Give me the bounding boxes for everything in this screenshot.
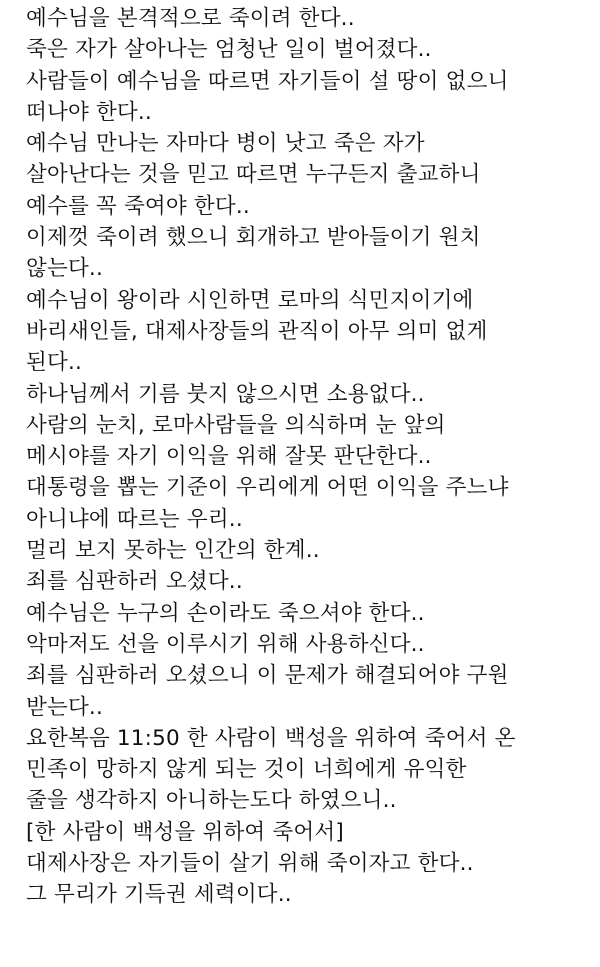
text-line: 예수를 꼭 죽여야 한다.. bbox=[26, 193, 250, 219]
note-text-body bbox=[26, 3, 596, 911]
text-line: 악마저도 선을 이루시기 위해 사용하신다.. bbox=[26, 631, 425, 657]
text-line: 살아난다는 것을 믿고 따르면 누구든지 출교하니 bbox=[26, 162, 481, 188]
text-line: 죄를 심판하러 오셨다.. bbox=[26, 569, 243, 595]
text-line: 요한복음 11:50 한 사람이 백성을 위하여 죽어서 온 bbox=[26, 725, 516, 751]
text-line: 예수님은 누구의 손이라도 죽으셔야 한다.. bbox=[26, 600, 425, 626]
text-line: 된다.. bbox=[26, 350, 83, 376]
text-line: 예수님을 본격적으로 죽이려 한다.. bbox=[26, 6, 355, 31]
text-line: 예수님 만나는 자마다 병이 낫고 죽은 자가 bbox=[26, 131, 425, 157]
text-line: 떠나야 한다.. bbox=[26, 99, 152, 125]
text-line: 대제사장은 자기들이 살기 위해 죽이자고 한다.. bbox=[26, 851, 474, 877]
text-line: 메시야를 자기 이익을 위해 잘못 판단한다.. bbox=[26, 444, 432, 470]
text-line: 예수님이 왕이라 시인하면 로마의 식민지이기에 bbox=[26, 287, 474, 313]
text-line: 그 무리가 기득권 세력이다.. bbox=[26, 882, 292, 908]
text-line: 하나님께서 기름 붓지 않으시면 소용없다.. bbox=[26, 381, 425, 407]
text-line: 받는다.. bbox=[26, 694, 103, 720]
text-line: 사람의 눈치, 로마사람들을 의식하며 눈 앞의 bbox=[26, 412, 446, 438]
text-line: 이제껏 죽이려 했으니 회개하고 받아들이기 원치 bbox=[26, 225, 481, 251]
text-line: 줄을 생각하지 아니하는도다 하였으니.. bbox=[26, 788, 397, 814]
text-line: 않는다.. bbox=[26, 256, 103, 282]
text-line: 사람들이 예수님을 따르면 자기들이 설 땅이 없으니 bbox=[26, 68, 509, 94]
text-line: 멀리 보지 못하는 인간의 한계.. bbox=[26, 538, 320, 564]
text-line: 아니냐에 따르는 우리.. bbox=[26, 506, 243, 532]
text-line: 민족이 망하지 않게 되는 것이 너희에게 유익한 bbox=[26, 757, 467, 783]
text-line: 대통령을 뽑는 기준이 우리에게 어떤 이익을 주느냐 bbox=[26, 475, 509, 501]
text-line: 죄를 심판하러 오셨으니 이 문제가 해결되어야 구원 bbox=[26, 663, 509, 689]
text-line: [한 사람이 백성을 위하여 죽어서] bbox=[26, 819, 344, 845]
text-line: 죽은 자가 살아나는 엄청난 일이 벌어졌다.. bbox=[26, 37, 432, 63]
text-line: 바리새인들, 대제사장들의 관직이 아무 의미 없게 bbox=[26, 318, 488, 344]
